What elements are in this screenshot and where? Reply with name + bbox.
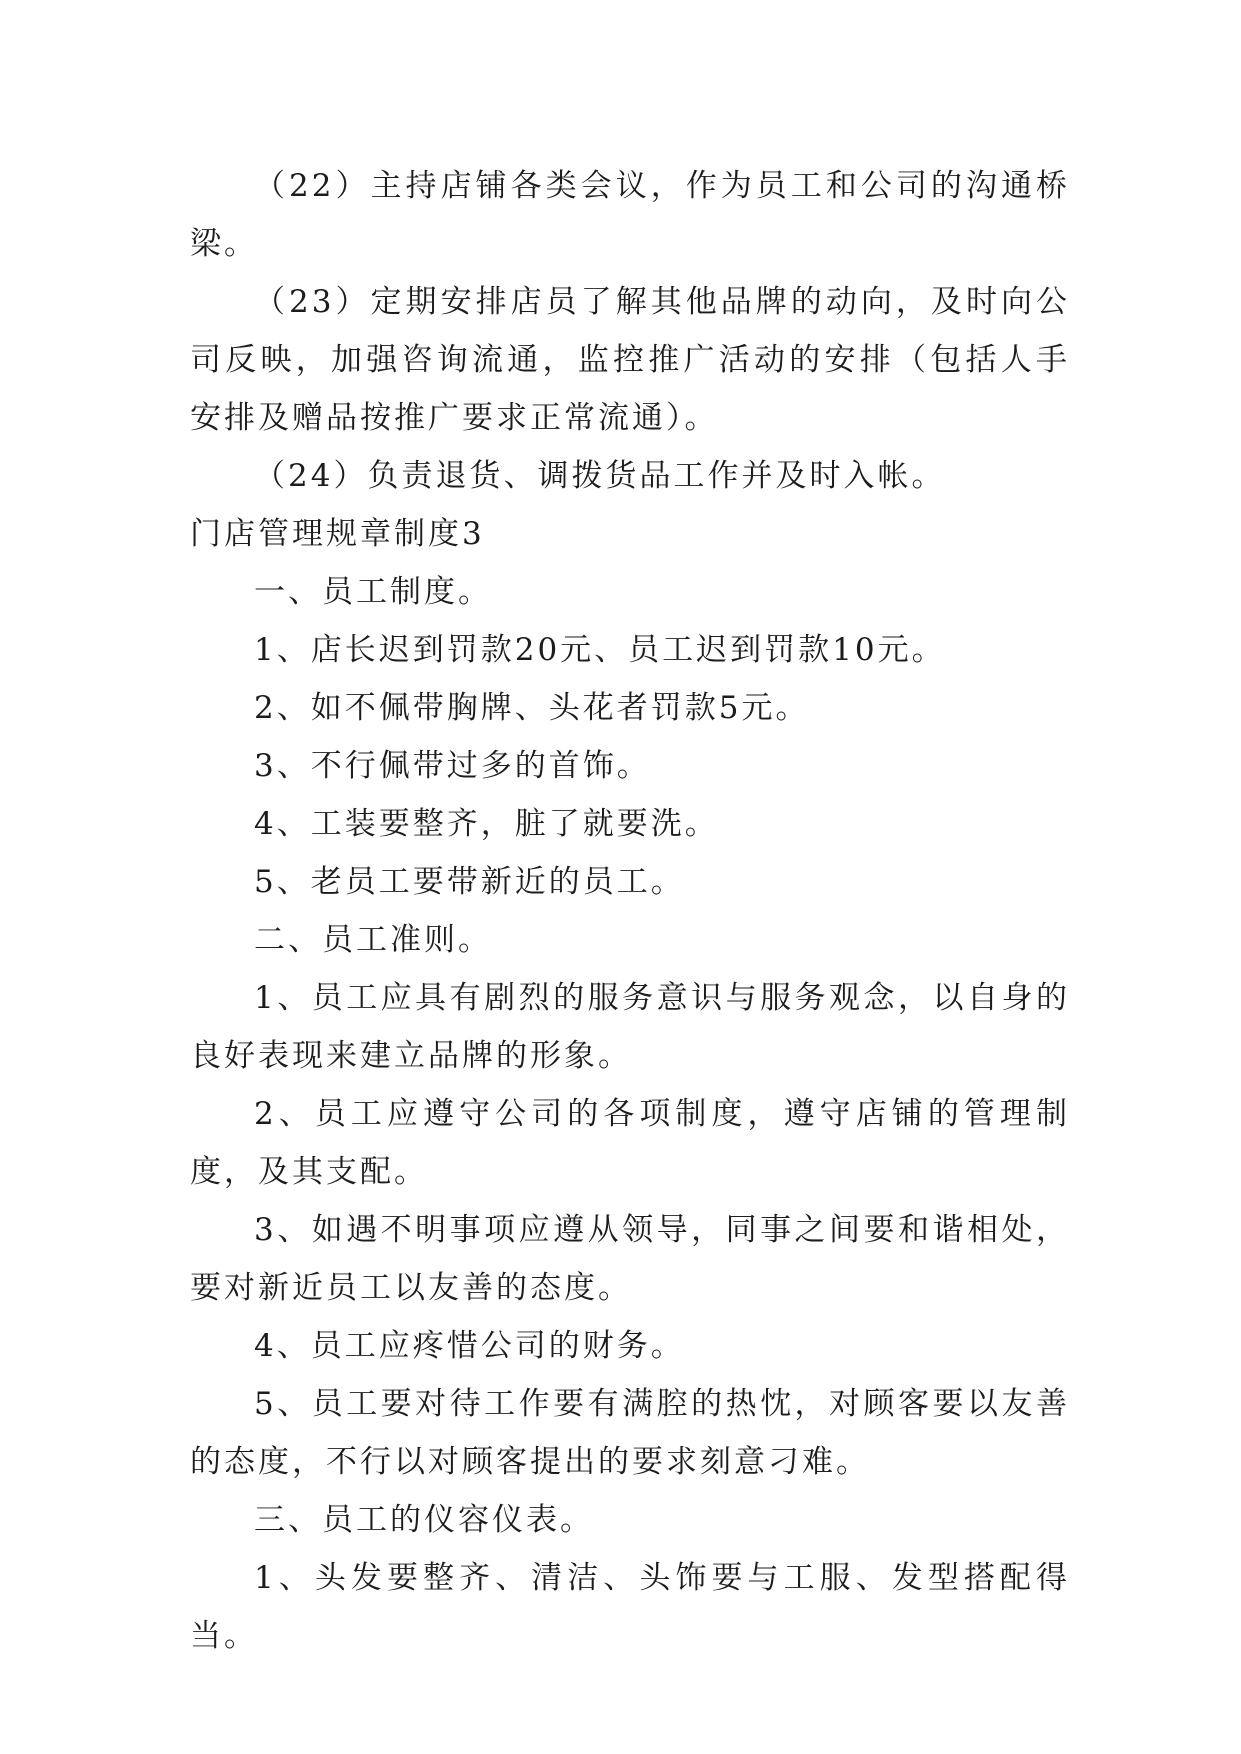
guideline-item: 2、员工应遵守公司的各项制度，遵守店铺的管理制度，及其支配。 [190,1096,1070,1190]
guideline-item: 5、员工要对待工作要有满腔的热忱，对顾客要以友善的态度，不行以对顾客提出的要求刻意刁难。 [190,1386,1070,1480]
rule-item: 2、如不佩带胸牌、头花者罚款5元。 [254,690,810,726]
paragraph-item-24: （24）负责退货、调拨货品工作并及时入帐。 [254,458,946,494]
section-heading-staff-guidelines: 二、员工准则。 [254,922,492,958]
rule-item: 3、不行佩带过多的首饰。 [254,748,651,784]
guideline-item: 1、员工应具有剧烈的服务意识与服务观念，以自身的良好表现来建立品牌的形象。 [190,980,1070,1074]
rule-item: 4、工装要整齐，脏了就要洗。 [254,806,719,842]
rule-item: 1、店长迟到罚款20元、员工迟到罚款10元。 [254,632,946,668]
section-heading-appearance: 三、员工的仪容仪表。 [254,1502,594,1538]
document-body [190,157,1070,1665]
paragraph-item-23: （23）定期安排店员了解其他品牌的动向，及时向公司反映，加强咨询流通，监控推广活动的安排（包括人手安排及赠品按推广要求正常流通）。 [190,284,1070,436]
guideline-item: 4、员工应疼惜公司的财务。 [254,1328,685,1364]
section-heading-staff-rules: 一、员工制度。 [254,574,492,610]
guideline-item: 3、如遇不明事项应遵从领导，同事之间要和谐相处，要对新近员工以友善的态度。 [190,1212,1070,1306]
rule-item: 5、老员工要带新近的员工。 [254,864,685,900]
appearance-item: 1、头发要整齐、清洁、头饰要与工服、发型搭配得当。 [190,1560,1070,1654]
section-title: 门店管理规章制度3 [190,516,485,552]
paragraph-item-22: （22）主持店铺各类会议，作为员工和公司的沟通桥梁。 [190,168,1070,262]
